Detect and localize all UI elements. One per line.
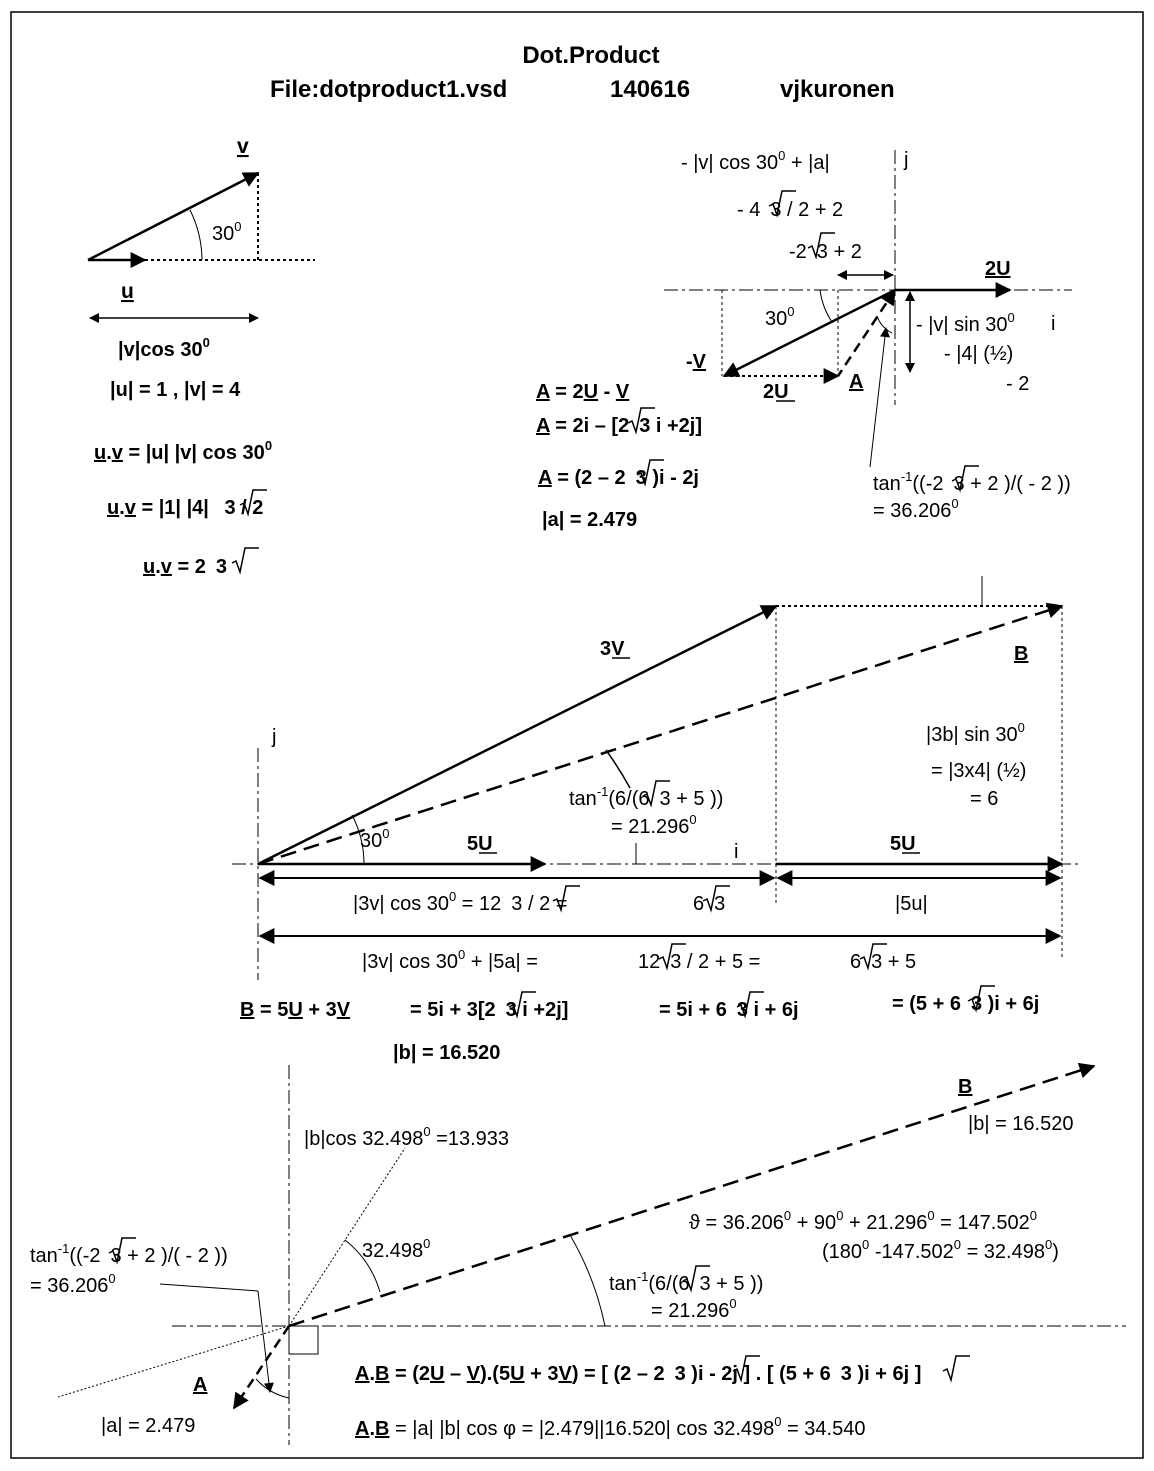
label-5u-right: 5U: [890, 833, 916, 855]
eq-b-1: B = 5U + 3V: [240, 999, 351, 1021]
norm-a: |a| = 2.479: [542, 509, 638, 531]
dot-product-expansion: A.B = (2U – V).(5U + 3V) = [ (2 – 2 3 )i - 2j ] . [ (5 + 6 3 )i + 6j ]: [355, 1363, 922, 1385]
dot-product-eq-2: u.v = |1| |4| 3 / 2: [107, 497, 264, 519]
angle-arc-36: [256, 1379, 289, 1398]
angle-arc-21: [570, 1235, 605, 1326]
row2-result: 6 3 + 5: [850, 951, 917, 973]
label-5u-left: 5U: [467, 833, 493, 855]
angle-arc-b: [606, 750, 630, 788]
x-component-text-2: - 4 3 / 2 + 2: [737, 199, 844, 221]
eq-b-3: = 5i + 6 3 i + 6j: [659, 999, 799, 1021]
tan-left-text: $\tan^{-1}((-2$ 3 + 2 )/( - 2 )): [30, 1241, 228, 1267]
eq-a-2: A = 2i – [2 3 i +2j]: [536, 415, 703, 437]
i-axis-label: i: [1051, 313, 1056, 335]
y-component-text-1: - |v| $\sin 30^0$: [916, 310, 1015, 336]
tan-text: $\tan^{-1}(6/(6$ 3 + 5 )): [569, 784, 724, 810]
angle-pointer-line: [870, 328, 886, 467]
row1-right: |5u|: [895, 893, 928, 915]
label-v: v: [237, 135, 249, 158]
label-b: B: [958, 1076, 973, 1098]
panel-basic-vectors: [88, 135, 315, 578]
row1-result: 6 3: [693, 893, 726, 915]
y-component-text-3: - 2: [1006, 373, 1030, 395]
angle-label: $30^0$: [360, 826, 390, 852]
projection-label: |v|cos $30^0$: [118, 335, 210, 361]
vector-v-arrow: [88, 173, 258, 260]
row2-middle: 12 3 / 2 + 5 =: [638, 951, 761, 973]
theta-text: $ϑ = 36.206^0 + 90^0 + 21.296^0 = 147.502^0$: [689, 1208, 1037, 1234]
pointer-line: [160, 1284, 258, 1291]
tan-right-text: $\tan^{-1}(6/(6$ 3 + 5 )): [609, 1269, 764, 1295]
row2-text: |3v| $\cos 30^0 + |5a|$ =: [362, 947, 538, 973]
label-neg-v: -V: [686, 351, 707, 373]
tan-angle-value: = $36.206^0$: [873, 496, 959, 522]
vector-3v-arrow: [258, 606, 776, 864]
j-axis-label: j: [272, 726, 277, 748]
file-date: 140616: [610, 76, 691, 103]
sin-text-2: = |3x4| (½): [931, 760, 1027, 782]
label-a: A: [193, 1374, 208, 1396]
panel-dot-product-angle: [30, 1065, 1126, 1445]
angle-arc: [190, 210, 202, 260]
eq-a-3: A = (2 – 2 3 )i - 2j: [538, 467, 699, 489]
file-name: File:dotproduct1.vsd: [270, 76, 508, 103]
tan-left-value: = $36.206^0$: [30, 1271, 116, 1297]
dot-product-eq-1: u.v = |u| |v| $\cos 30^0$: [94, 438, 273, 464]
dot-product-eq-3: u.v = 2 3: [143, 556, 227, 578]
label-u: u: [121, 280, 134, 303]
author-name: vjkuronen: [780, 76, 895, 103]
norm-b: |b| = 16.520: [968, 1113, 1074, 1135]
eq-b-2: = 5i + 3[2 3 i +2j]: [410, 999, 569, 1021]
sin-text-1: |3b| $\sin 30^0$: [926, 720, 1025, 746]
dot-product-result: A.B = |a| |b| cos φ = |2.479||16.520| $\cos 32.498^0 = 34.540$: [355, 1414, 866, 1440]
eq-b-4: = (5 + 6 3 )i + 6j: [892, 993, 1040, 1015]
panel-vector-b: [232, 576, 1082, 1064]
angle-arc-a: [877, 316, 892, 333]
row1-text: |3v| $\cos 30^0 = 12$ 3 / 2 =: [353, 889, 568, 915]
right-angle-mark: [289, 1326, 318, 1354]
label-2u: 2U: [985, 258, 1011, 280]
projection-text: |b|cos $32.498^0 =13.933$: [304, 1124, 510, 1150]
x-component-text-1: - |v| $\cos 30^0 + |a|$: [681, 148, 830, 174]
x-component-text-3: -2 3 + 2: [789, 241, 862, 263]
angle-label: $30^0$: [212, 219, 242, 245]
tan-angle-text: $\tan^{-1}((-2$ 3 + 2 )/( - 2 )): [873, 469, 1071, 495]
vector-a-dashed: [838, 290, 895, 376]
tan-value: = $21.296^0$: [611, 812, 697, 838]
projection-dotted-line: [289, 1148, 405, 1326]
vector-neg-v-arrow: [724, 290, 895, 376]
sin-text-3: = 6: [970, 788, 999, 810]
tan-right-value: = $21.296^0$: [651, 1296, 737, 1322]
j-axis-label: j: [904, 149, 909, 171]
label-b: B: [1014, 643, 1029, 665]
sqrt-sign: [943, 1356, 970, 1380]
perpendicular-dotted-line: [58, 1326, 289, 1397]
label-2u-bottom: 2U: [763, 381, 789, 403]
eq-a-1: A = 2U - V: [536, 381, 630, 403]
diagram-title: Dot.Product: [522, 42, 660, 69]
angle-label-32: 32.498$^0$: [362, 1236, 431, 1262]
label-a: A: [849, 371, 864, 393]
y-component-text-2: - |4| (½): [944, 343, 1014, 365]
pointer-arrow: [258, 1291, 270, 1392]
angle-label: $30^0$: [765, 304, 795, 330]
norm-b: |b| = 16.520: [393, 1042, 501, 1064]
norm-a: |a| = 2.479: [101, 1415, 196, 1437]
norms-text: |u| = 1 , |v| = 4: [110, 379, 241, 401]
complement-text: ($180^0$ $-147.502^0 = 32.498^0$): [822, 1237, 1059, 1263]
angle-arc: [820, 290, 832, 322]
sqrt-sign: [232, 548, 259, 572]
panel-vector-a: [536, 148, 1072, 531]
label-3v: 3V: [600, 638, 625, 660]
i-axis-label: i: [734, 841, 739, 863]
